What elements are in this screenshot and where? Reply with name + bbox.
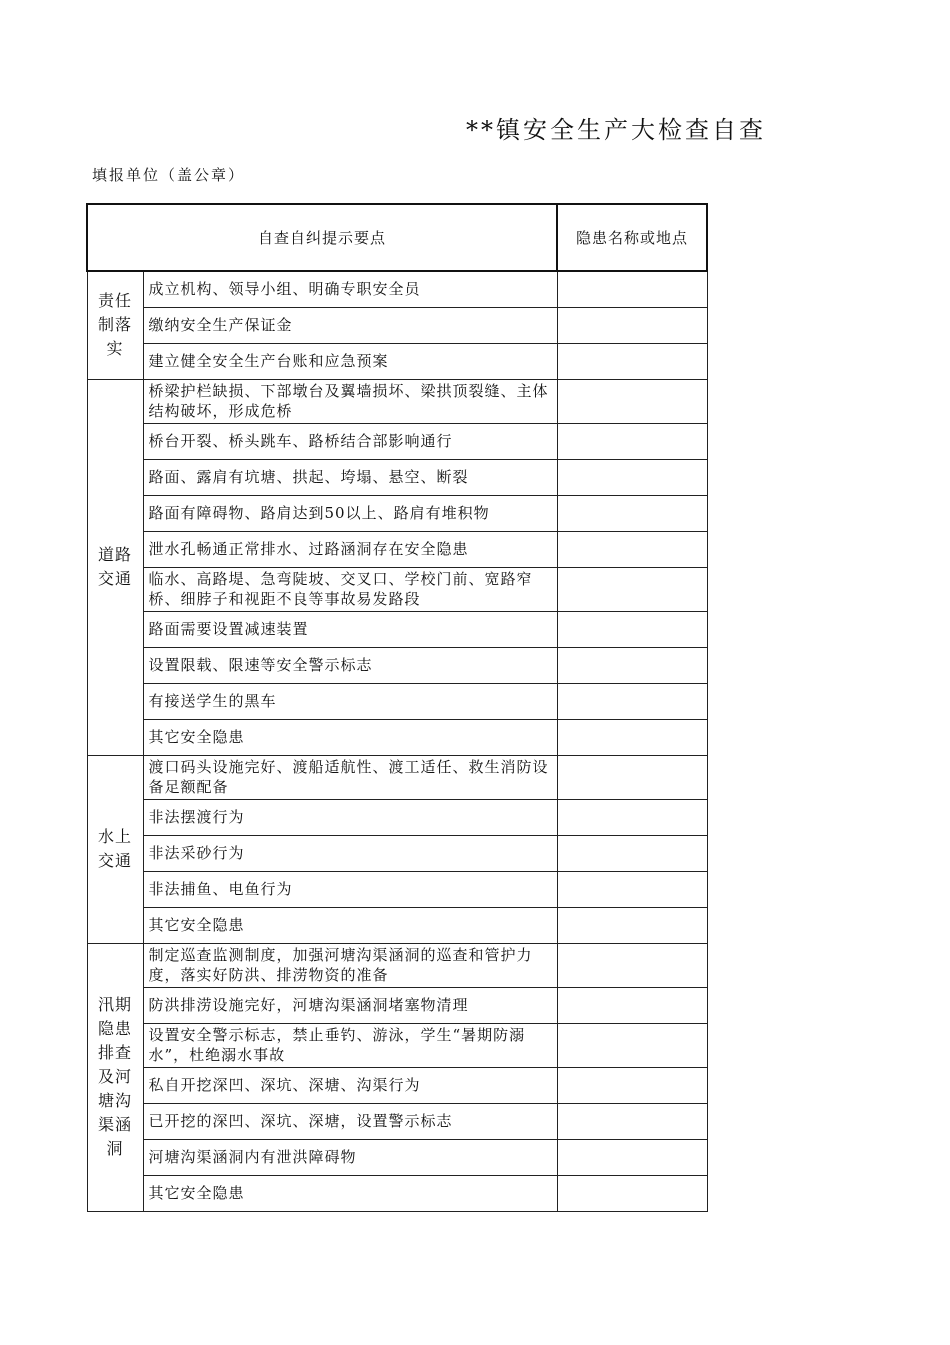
checkpoint-cell: 成立机构、领导小组、明确专职安全员: [143, 271, 557, 307]
category-cell: [87, 271, 143, 379]
checkpoint-cell: 路面需要设置减速装置: [143, 611, 557, 647]
checkpoint-cell: 设置限载、限速等安全警示标志: [143, 647, 557, 683]
hazard-input-cell[interactable]: [557, 755, 707, 799]
table-row: [87, 647, 707, 683]
checkpoint-cell: 设置安全警示标志，禁止垂钓、游泳，学生“暑期防溺水”，杜绝溺水事故: [143, 1023, 557, 1067]
checkpoint-cell: 其它安全隐患: [143, 719, 557, 755]
hazard-input-cell[interactable]: [557, 343, 707, 379]
hazard-input-cell[interactable]: [557, 495, 707, 531]
category-cell: [87, 379, 143, 755]
table-row: [87, 307, 707, 343]
table-row: [87, 1139, 707, 1175]
table-row: [87, 271, 707, 307]
table-row: [87, 1103, 707, 1139]
category-label: 汛期隐患排查及河塘沟渠涵洞: [97, 995, 132, 1158]
table-row: [87, 567, 707, 611]
table-row: [87, 495, 707, 531]
table-row: [87, 379, 707, 423]
hazard-input-cell[interactable]: [557, 871, 707, 907]
hazard-input-cell[interactable]: [557, 567, 707, 611]
category-label: 责任制落实: [97, 291, 132, 359]
hazard-input-cell[interactable]: [557, 943, 707, 987]
fill-unit-label: 填报单位（盖公章）: [92, 166, 246, 184]
hazard-input-cell[interactable]: [557, 307, 707, 343]
category-cell: [87, 943, 143, 1211]
table-row: [87, 987, 707, 1023]
hazard-input-cell[interactable]: [557, 1139, 707, 1175]
hazard-input-cell[interactable]: [557, 907, 707, 943]
checkpoint-cell: 桥梁护栏缺损、下部墩台及翼墙损坏、梁拱顶裂缝、主体结构破坏，形成危桥: [143, 379, 557, 423]
header-hazard: 隐患名称或地点: [557, 204, 707, 271]
hazard-input-cell[interactable]: [557, 379, 707, 423]
table-row: [87, 799, 707, 835]
checkpoint-cell: 缴纳安全生产保证金: [143, 307, 557, 343]
hazard-input-cell[interactable]: [557, 799, 707, 835]
checkpoint-cell: 非法摆渡行为: [143, 799, 557, 835]
hazard-input-cell[interactable]: [557, 459, 707, 495]
checkpoint-cell: 已开挖的深凹、深坑、深塘，设置警示标志: [143, 1103, 557, 1139]
table-row: [87, 871, 707, 907]
table-row: [87, 719, 707, 755]
checkpoint-cell: 河塘沟渠涵洞内有泄洪障碍物: [143, 1139, 557, 1175]
table-row: [87, 459, 707, 495]
checkpoint-cell: 非法采砂行为: [143, 835, 557, 871]
table-row: [87, 683, 707, 719]
hazard-input-cell[interactable]: [557, 611, 707, 647]
checkpoint-cell: 非法捕鱼、电鱼行为: [143, 871, 557, 907]
hazard-input-cell[interactable]: [557, 1023, 707, 1067]
table-row: [87, 531, 707, 567]
checkpoint-cell: 其它安全隐患: [143, 907, 557, 943]
hazard-input-cell[interactable]: [557, 271, 707, 307]
category-label: 道路交通: [97, 545, 132, 588]
hazard-input-cell[interactable]: [557, 683, 707, 719]
table-row: [87, 423, 707, 459]
checkpoint-cell: 制定巡查监测制度，加强河塘沟渠涵洞的巡查和管护力度，落实好防洪、排涝物资的准备: [143, 943, 557, 987]
hazard-input-cell[interactable]: [557, 647, 707, 683]
hazard-input-cell[interactable]: [557, 719, 707, 755]
table-row: [87, 343, 707, 379]
checkpoint-cell: 防洪排涝设施完好，河塘沟渠涵洞堵塞物清理: [143, 987, 557, 1023]
table-row: [87, 1067, 707, 1103]
checkpoint-cell: 路面、露肩有坑塘、拱起、垮塌、悬空、断裂: [143, 459, 557, 495]
table-row: [87, 943, 707, 987]
table-row: [87, 611, 707, 647]
checkpoint-cell: 其它安全隐患: [143, 1175, 557, 1211]
hazard-input-cell[interactable]: [557, 987, 707, 1023]
checkpoint-cell: 建立健全安全生产台账和应急预案: [143, 343, 557, 379]
table-row: [87, 1175, 707, 1211]
table-row: [87, 835, 707, 871]
checkpoint-cell: 桥台开裂、桥头跳车、路桥结合部影响通行: [143, 423, 557, 459]
checkpoint-cell: 临水、高路堤、急弯陡坡、交叉口、学校门前、宽路窄桥、细脖子和视距不良等事故易发路段: [143, 567, 557, 611]
table-header-row: [87, 204, 707, 271]
hazard-input-cell[interactable]: [557, 1103, 707, 1139]
checkpoint-cell: 路面有障碍物、路肩达到50以上、路肩有堆积物: [143, 495, 557, 531]
table-row: [87, 1023, 707, 1067]
category-label: 水上交通: [97, 827, 132, 870]
table-row: [87, 755, 707, 799]
checkpoint-cell: 渡口码头设施完好、渡船适航性、渡工适任、救生消防设备足额配备: [143, 755, 557, 799]
hazard-input-cell[interactable]: [557, 1067, 707, 1103]
checkpoint-cell: 泄水孔畅通正常排水、过路涵洞存在安全隐患: [143, 531, 557, 567]
checkpoint-cell: 有接送学生的黑车: [143, 683, 557, 719]
checkpoint-cell: 私自开挖深凹、深坑、深塘、沟渠行为: [143, 1067, 557, 1103]
hazard-input-cell[interactable]: [557, 423, 707, 459]
self-check-table: [86, 203, 708, 1212]
hazard-input-cell[interactable]: [557, 1175, 707, 1211]
page-title: **镇安全生产大检查自查: [466, 116, 766, 144]
table-row: [87, 907, 707, 943]
hazard-input-cell[interactable]: [557, 835, 707, 871]
header-points: 自查自纠提示要点: [87, 204, 557, 271]
hazard-input-cell[interactable]: [557, 531, 707, 567]
category-cell: [87, 755, 143, 943]
